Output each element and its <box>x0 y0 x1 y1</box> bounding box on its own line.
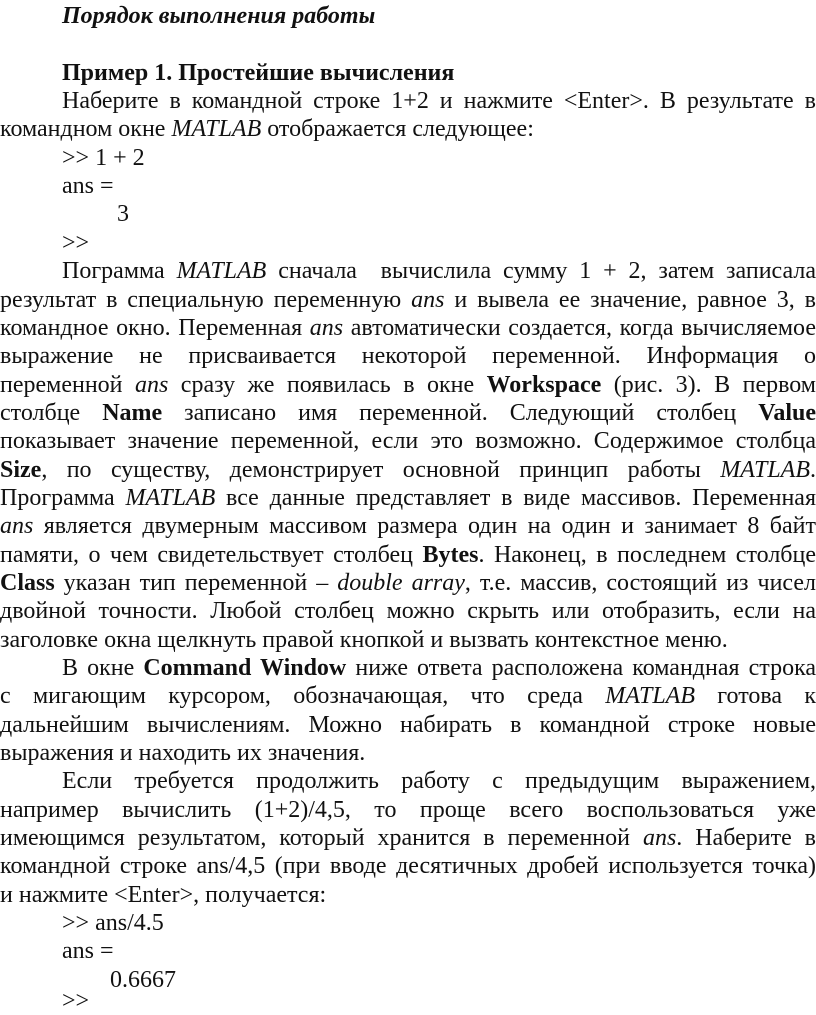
paragraph-4-line-5: и нажмите <Enter>, получается: <box>0 882 327 908</box>
section-heading: Порядок выполнения работы <box>62 3 376 29</box>
paragraph-3-line-2: с мигающим курсором, обозначающая, что среда MATLAB готова к <box>0 683 816 709</box>
paragraph-1-line-1: Наберите в командной строке 1+2 и нажмите <Enter>. В результате в <box>62 88 816 114</box>
paragraph-3-line-4: выражения и находить их значения. <box>0 740 366 766</box>
paragraph-2-line-1: Пограмма MATLAB сначала вычислила сумму 1 + 2, затем записала <box>62 258 816 284</box>
paragraph-4-line-2: например вычислить (1+2)/4,5, то проще всего воспользоваться уже <box>0 797 816 823</box>
paragraph-2-line-11: памяти, о чем свидетельствует столбец Bytes. Наконец, в последнем столбце <box>0 542 816 568</box>
paragraph-2-line-5: переменной ans сразу же появилась в окне Workspace (рис. 3). В первом <box>0 372 816 398</box>
code-command: >> ans/4.5 <box>62 910 164 936</box>
code-ans-label: ans = <box>62 173 114 199</box>
example-title: Пример 1. Простейшие вычисления <box>62 60 455 86</box>
paragraph-3-line-1: В окне Command Window ниже ответа расположена командная строка <box>62 655 816 681</box>
paragraph-2-line-7: показывает значение переменной, если это возможно. Содержимое столбца <box>0 428 816 454</box>
code-prompt: >> <box>62 988 90 1014</box>
paragraph-3-line-3: дальнейшим вычислениям. Можно набирать в командной строке новые <box>0 712 816 738</box>
paragraph-2-line-8: Size, по существу, демонстрирует основной принцип работы MATLAB. <box>0 457 816 483</box>
code-ans-label: ans = <box>62 938 114 964</box>
paragraph-2-line-3: командное окно. Переменная ans автоматически создается, когда вычисляемое <box>0 315 816 341</box>
paragraph-2-line-13: двойной точности. Любой столбец можно скрыть или отобразить, если на <box>0 598 816 624</box>
paragraph-4-line-1: Если требуется продолжить работу с предыдущим выражением, <box>62 768 816 794</box>
paragraph-4-line-3: имеющимся результатом, который хранится в переменной ans. Наберите в <box>0 825 816 851</box>
paragraph-2-line-12: Class указан тип переменной – double array, т.е. массив, состоящий из чисел <box>0 570 816 596</box>
paragraph-2-line-14: заголовке окна щелкнуть правой кнопкой и вызвать контекстное меню. <box>0 627 728 653</box>
paragraph-2-line-10: ans является двумерным массивом размера один на один и занимает 8 байт <box>0 513 816 539</box>
paragraph-1-line-2: командном окне MATLAB отображается следующее: <box>0 116 534 142</box>
code-command: >> 1 + 2 <box>62 145 145 171</box>
paragraph-2-line-2: результат в специальную переменную ans и вывела ее значение, равное 3, в <box>0 287 816 313</box>
code-ans-value: 3 <box>117 201 129 227</box>
paragraph-2-line-6: столбце Name записано имя переменной. Следующий столбец Value <box>0 400 816 426</box>
code-ans-value: 0.6667 <box>110 967 176 993</box>
code-prompt: >> <box>62 230 90 256</box>
paragraph-4-line-4: командной строке ans/4,5 (при вводе десятичных дробей используется точка) <box>0 853 816 879</box>
paragraph-2-line-4: выражение не присваивается некоторой переменной. Информация о <box>0 343 816 369</box>
paragraph-2-line-9: Программа MATLAB все данные представляет в виде массивов. Переменная <box>0 485 816 511</box>
